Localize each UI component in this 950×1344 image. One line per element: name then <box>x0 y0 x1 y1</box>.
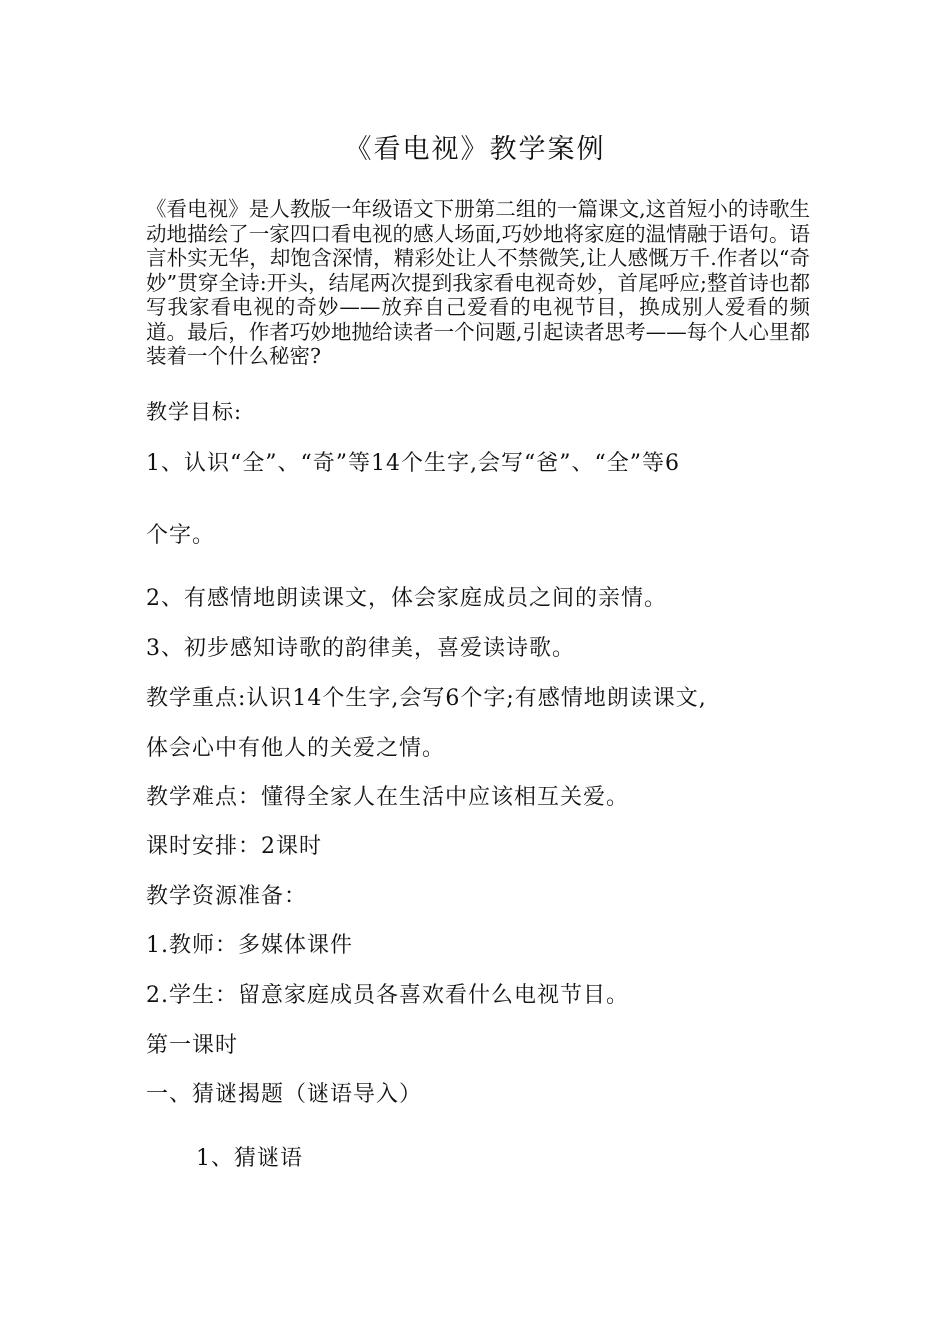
goal-1-line-1: 1、认识“全”、“奇”等14个生字,会写“爸”、“全”等6 <box>146 451 680 476</box>
goal-1-line-2: 个字。 <box>146 523 216 548</box>
key-points-line-2: 体会心中有他人的关爱之情。 <box>146 736 446 761</box>
lesson-1-heading: 第一课时 <box>146 1033 239 1058</box>
resource-1: 1.教师：多媒体课件 <box>146 933 353 958</box>
key-points-line-1: 教学重点:认识14个生字,会写6个字;有感情地朗读课文, <box>146 686 707 711</box>
section-1-heading: 一、猜谜揭题（谜语导入） <box>146 1082 423 1107</box>
teaching-goals-label: 教学目标: <box>146 400 243 424</box>
goal-3: 3、初步感知诗歌的韵律美，喜爱读诗歌。 <box>146 636 575 661</box>
intro-paragraph: 《看电视》是人教版一年级语文下册第二组的一篇课文,这首短小的诗歌生动地描绘了一家四口看电视的感人场面,巧妙地将家庭的温情融于语句。语言朴实无华，却饱含深情，精彩处让人不禁微笑,让人感慨万千.作者以“奇妙”贯穿全诗:开头，结尾两次提到我家看电视奇妙，首尾呼应;整首诗也都写我家看电视的奇妙——放弃自己爱看的电视节目，换成别人爱看的频道。最后，作者巧妙地抛给读者一个问题,引起读者思考——每个人心里都装着一个什么秘密? <box>146 197 810 368</box>
difficulty: 教学难点：懂得全家人在生活中应该相互关爱。 <box>146 785 630 810</box>
resource-2: 2.学生：留意家庭成员各喜欢看什么电视节目。 <box>146 983 629 1008</box>
document-title: 《看电视》教学案例 <box>344 134 606 165</box>
schedule: 课时安排：2课时 <box>146 834 322 859</box>
goal-2: 2、有感情地朗读课文，体会家庭成员之间的亲情。 <box>146 586 667 611</box>
step-1: 1、猜谜语 <box>196 1146 303 1171</box>
resources-label: 教学资源准备： <box>146 884 308 909</box>
